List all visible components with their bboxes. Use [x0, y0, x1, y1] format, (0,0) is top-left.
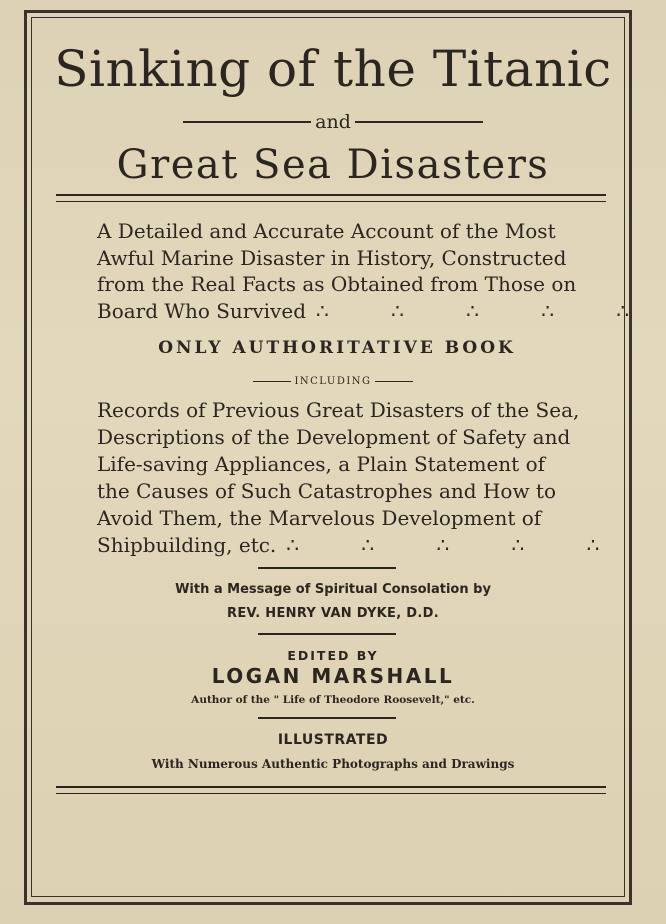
records-line: Descriptions of the Development of Safety and: [97, 425, 571, 449]
and-connector: [0, 110, 666, 134]
including-right-rule: [375, 381, 413, 382]
records-paragraph: [97, 397, 628, 559]
title-line-2: Great Sea Disasters: [116, 142, 550, 188]
ornament-dots: ∴ ∴ ∴ ∴ ∴: [316, 298, 658, 323]
records-line: the Causes of Such Catastrophes and How to: [97, 479, 556, 503]
authoritative-heading: ONLY AUTHORITATIVE BOOK: [158, 338, 516, 358]
records-line: Shipbuilding, etc.: [97, 533, 277, 557]
description-line-last: [97, 298, 658, 325]
records-line: Life-saving Appliances, a Plain Statement of: [97, 452, 546, 476]
and-right-rule: [355, 121, 483, 123]
description-line: Awful Marine Disaster in History, Constructed: [97, 245, 567, 270]
including-word: INCLUDING: [294, 375, 372, 387]
photographs-note: With Numerous Authentic Photographs and Drawings: [151, 757, 515, 771]
reverend-name: REV. HENRY VAN DYKE, D.D.: [227, 606, 439, 621]
editor-name: LOGAN MARSHALL: [211, 664, 455, 688]
including-divider: [0, 372, 666, 390]
description: [97, 218, 658, 324]
records-line: Records of Previous Great Disasters of the Sea,: [97, 398, 580, 422]
author-credit: Author of the " Life of Theodore Roosevelt," etc.: [191, 694, 475, 706]
including-left-rule: [253, 381, 291, 382]
records-line: Avoid Them, the Marvelous Development of: [97, 506, 542, 530]
consolation-message: With a Message of Spiritual Consolation by: [175, 582, 491, 597]
and-word: and: [315, 111, 351, 133]
description-line: Board Who Survived: [97, 298, 306, 323]
description-line: A Detailed and Accurate Account of the Most: [97, 219, 556, 243]
title-line-1: Sinking of the Titanic: [54, 40, 612, 98]
section-divider: [258, 717, 396, 719]
section-divider: [258, 633, 396, 635]
ornament-dots: ∴ ∴ ∴ ∴ ∴: [286, 533, 628, 557]
records-line-last: [97, 532, 628, 559]
description-line: from the Real Facts as Obtained from Those on: [97, 272, 577, 296]
bottom-double-rule: [56, 786, 606, 794]
edited-by-label: EDITED BY: [287, 648, 379, 663]
title-double-rule: [56, 194, 606, 202]
section-divider: [258, 567, 396, 569]
and-left-rule: [183, 121, 311, 123]
illustrated-label: ILLUSTRATED: [277, 732, 389, 748]
